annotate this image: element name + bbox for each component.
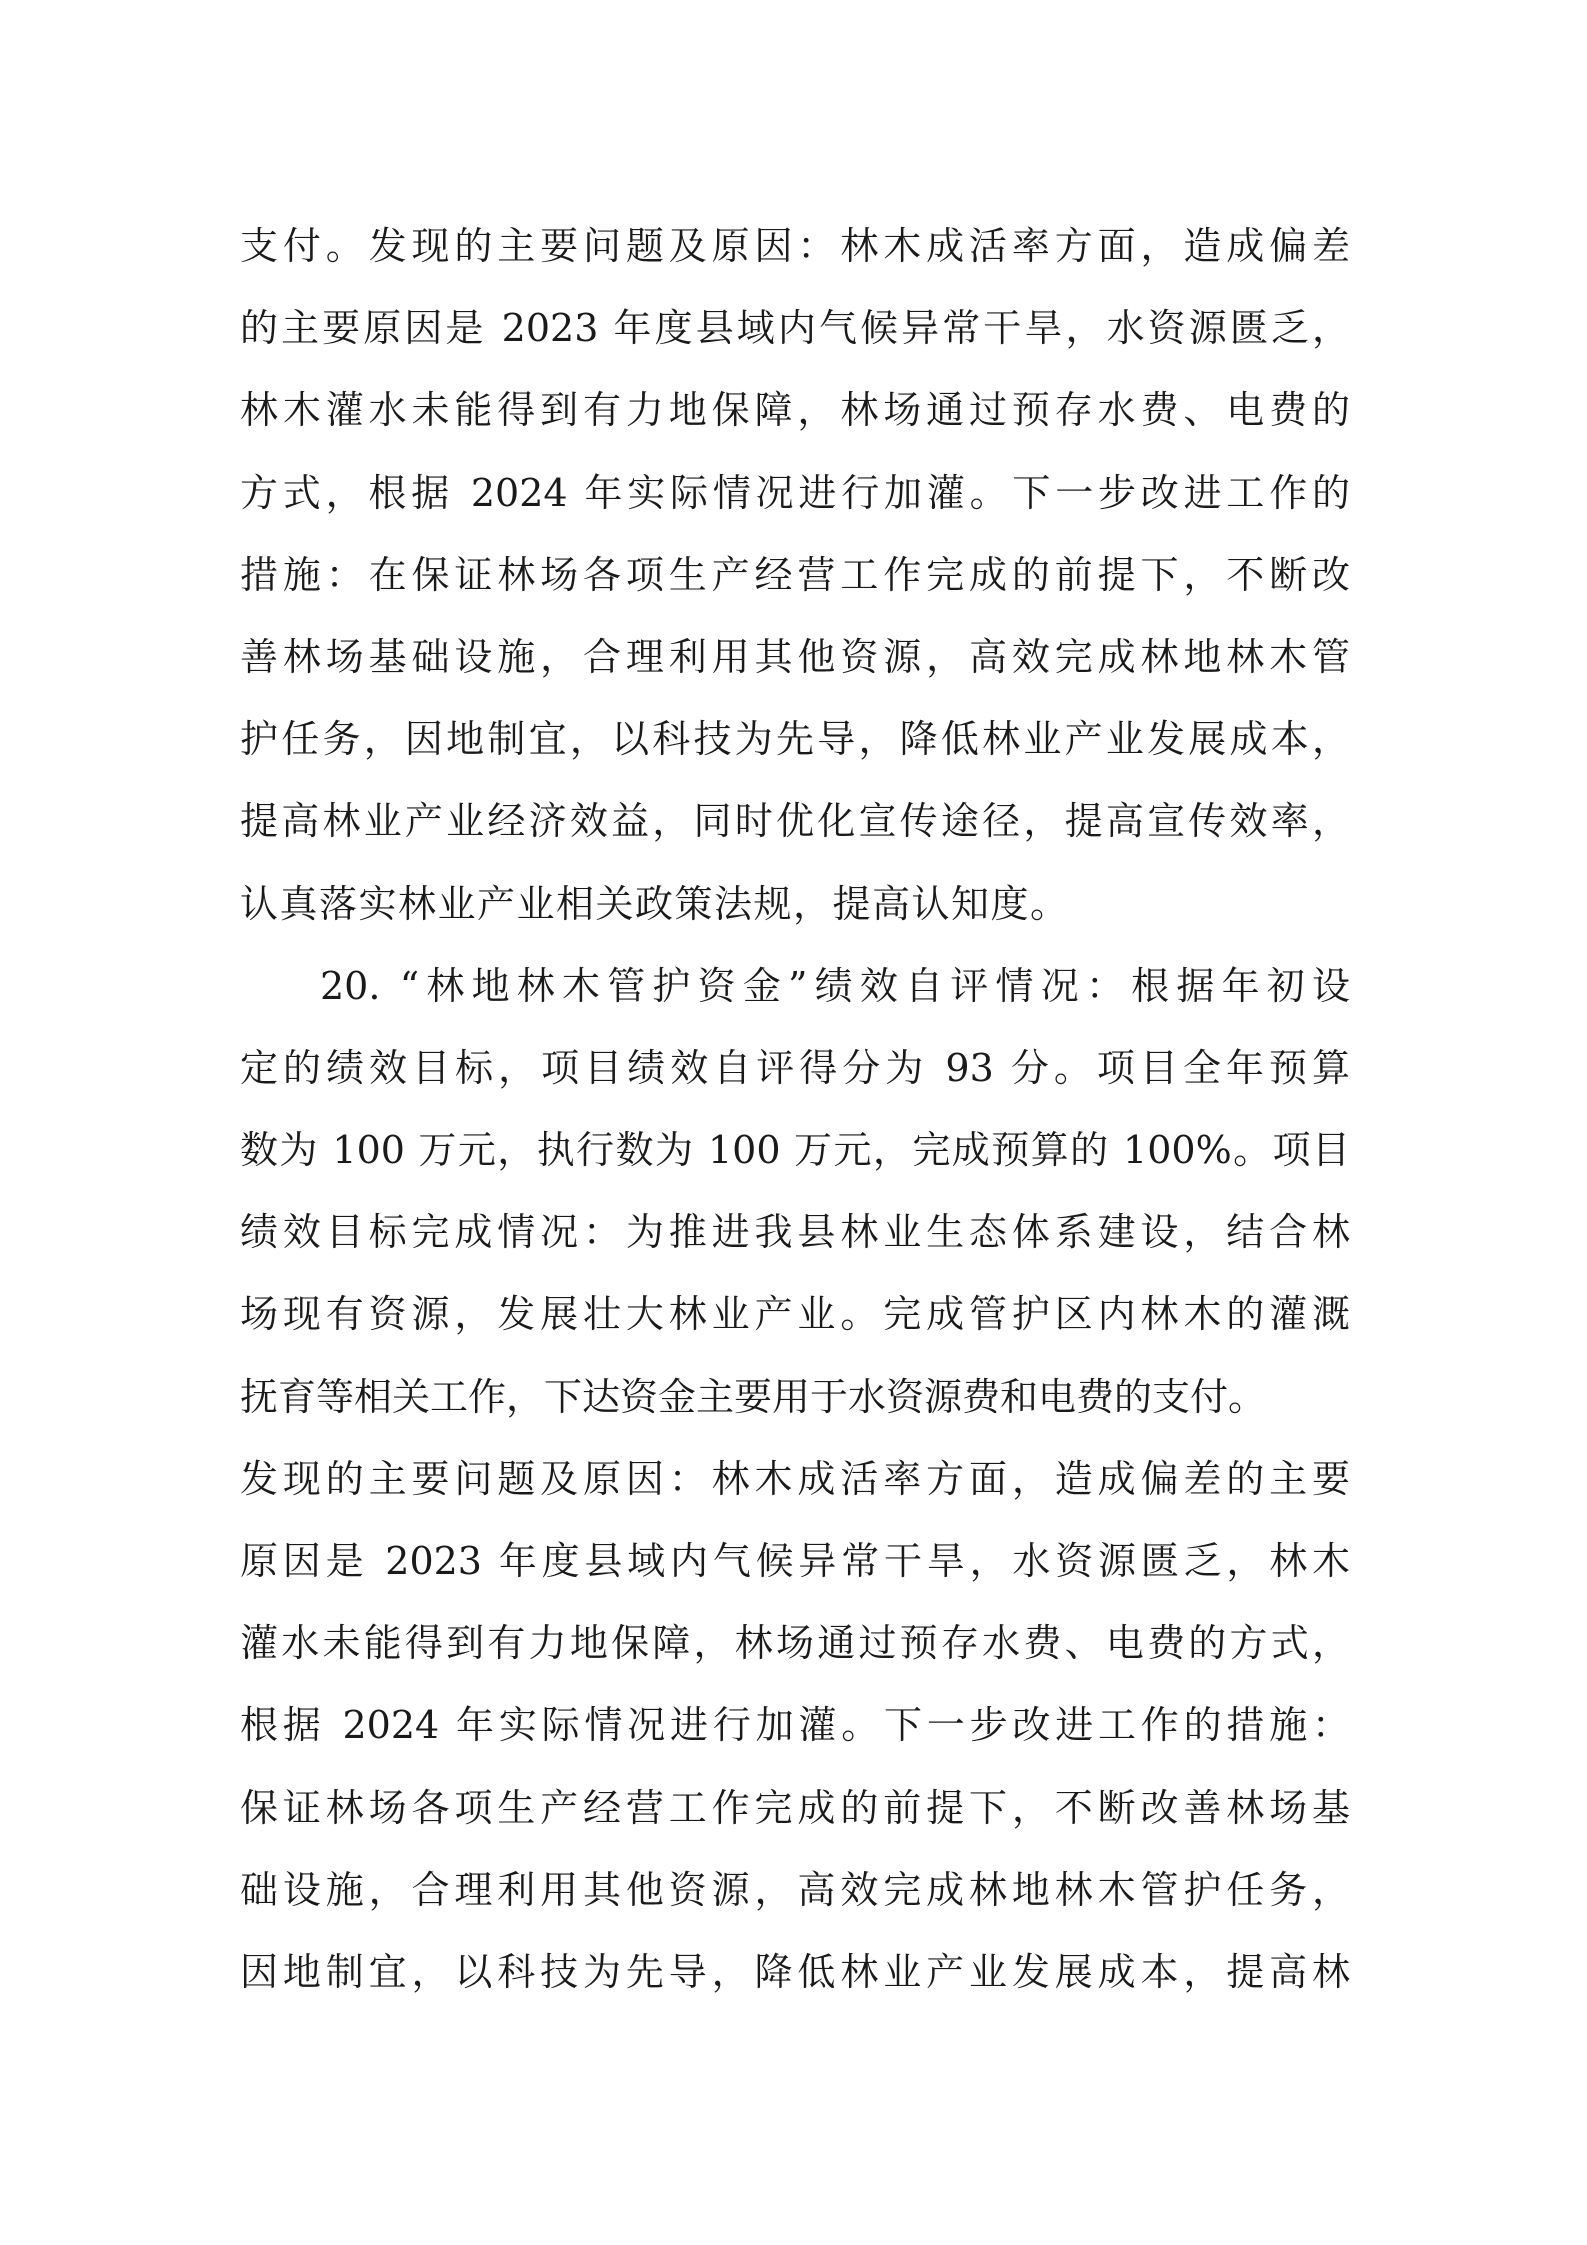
text-line: 的主要原因是 2023 年度县域内气候异常干旱，水资源匮乏， bbox=[240, 306, 1350, 351]
text-line: 护任务，因地制宜，以科技为先导，降低林业产业发展成本， bbox=[240, 717, 1350, 762]
text-line: 提高林业产业经济效益，同时优化宣传途径，提高宣传效率， bbox=[240, 799, 1350, 844]
text-line: 发现的主要问题及原因：林木成活率方面，造成偏差的主要 bbox=[240, 1456, 1350, 1501]
text-line: 础设施，合理利用其他资源，高效完成林地林木管护任务， bbox=[240, 1867, 1350, 1912]
text-line: 灌水未能得到有力地保障，林场通过预存水费、电费的方式， bbox=[240, 1621, 1350, 1666]
text-line: 善林场基础设施，合理利用其他资源，高效完成林地林木管 bbox=[240, 634, 1350, 679]
body-text bbox=[240, 205, 1350, 2013]
text-line: 因地制宜，以科技为先导，降低林业产业发展成本，提高林 bbox=[240, 1949, 1350, 1994]
text-line: 场现有资源，发展壮大林业产业。完成管护区内林木的灌溉 bbox=[240, 1292, 1350, 1337]
text-line-paragraph-start: 20. “林地林木管护资金”绩效自评情况：根据年初设 bbox=[320, 963, 1350, 1008]
text-line: 措施：在保证林场各项生产经营工作完成的前提下，不断改 bbox=[240, 552, 1350, 597]
text-line: 抚育等相关工作，下达资金主要用于水资源费和电费的支付。 bbox=[240, 1374, 1267, 1419]
text-line-paragraph-end: 认真落实林业产业相关政策法规，提高认知度。 bbox=[240, 881, 1070, 926]
text-line: 保证林场各项生产经营工作完成的前提下，不断改善林场基 bbox=[240, 1785, 1350, 1830]
text-line: 定的绩效目标，项目绩效自评得分为 93 分。项目全年预算 bbox=[240, 1045, 1350, 1090]
text-line: 原因是 2023 年度县域内气候异常干旱，水资源匮乏，林木 bbox=[240, 1539, 1350, 1583]
text-line: 支付。发现的主要问题及原因：林木成活率方面，造成偏差 bbox=[240, 224, 1350, 268]
text-line: 林木灌水未能得到有力地保障，林场通过预存水费、电费的 bbox=[240, 388, 1350, 433]
text-line: 数为 100 万元，执行数为 100 万元，完成预算的 100%。项目 bbox=[240, 1128, 1350, 1173]
text-line: 根据 2024 年实际情况进行加灌。下一步改进工作的措施： bbox=[240, 1703, 1350, 1748]
text-line: 方式，根据 2024 年实际情况进行加灌。下一步改进工作的 bbox=[240, 470, 1350, 515]
text-line: 绩效目标完成情况：为推进我县林业生态体系建设，结合林 bbox=[240, 1210, 1350, 1255]
